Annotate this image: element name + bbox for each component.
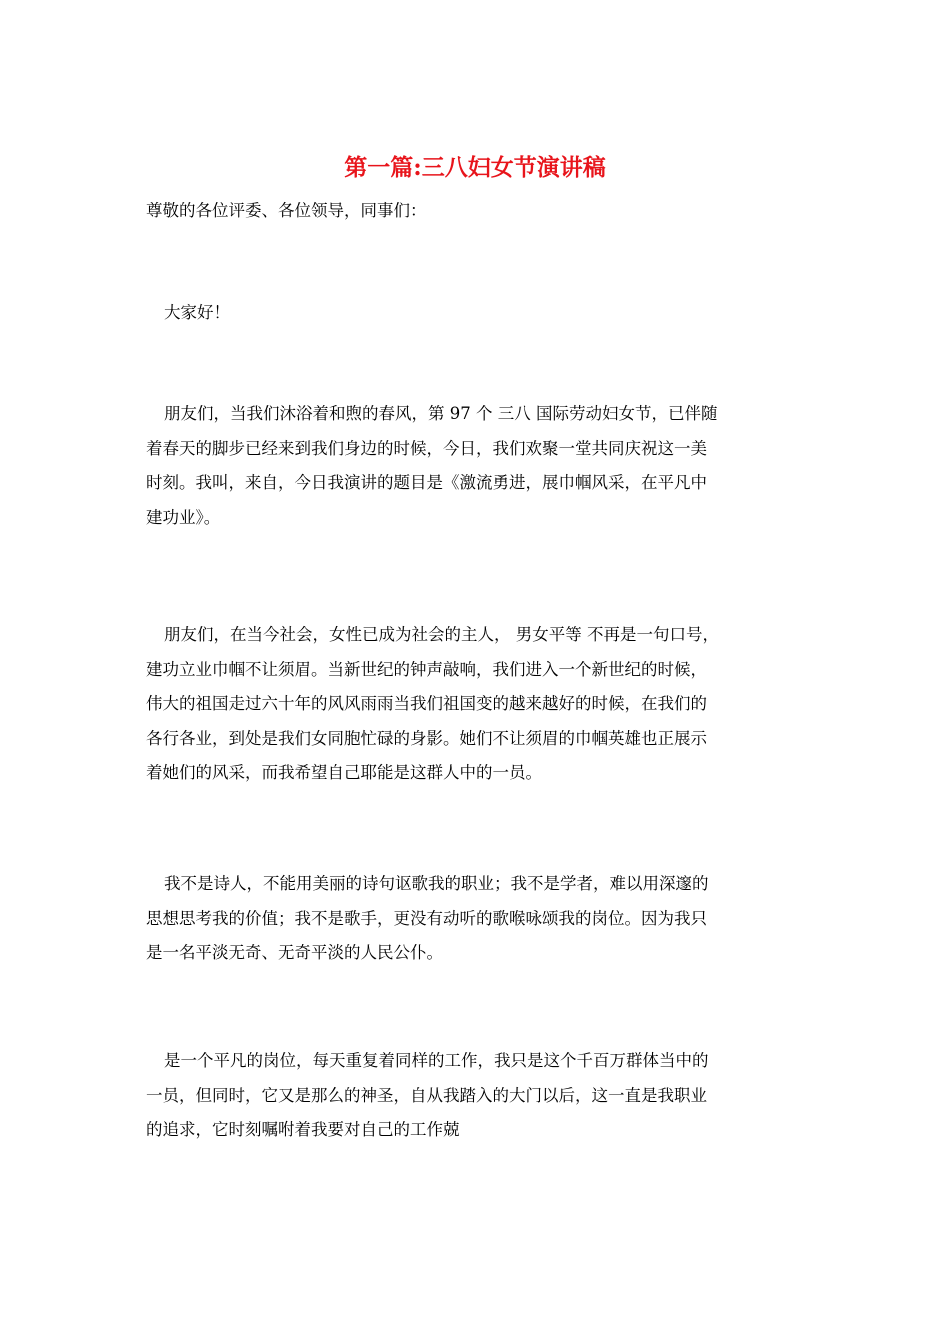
document-title: 第一篇:三八妇女节演讲稿 — [344, 154, 606, 181]
paragraph-line: 大家好！ — [164, 303, 230, 322]
paragraph-line: 各行各业，到处是我们女同胞忙碌的身影。她们不让须眉的巾帼英雄也正展示 — [146, 728, 707, 748]
paragraph-line: 建功业》。 — [146, 507, 221, 527]
paragraph-line: 朋友们，在当今社会，女性已成为社会的主人， 男女平等 不再是一句口号， — [164, 625, 719, 644]
paragraph-5 — [146, 1044, 816, 1148]
paragraph-4 — [146, 867, 816, 971]
paragraph-line: 建功立业巾帼不让须眉。当新世纪的钟声敲响，我们进入一个新世纪的时候， — [146, 659, 707, 679]
paragraph-line: 朋友们，当我们沐浴着和煦的春风，第 97 个 三八 国际劳动妇女节，已伴随 — [164, 404, 718, 423]
paragraph-line: 是一名平淡无奇、无奇平淡的人民公仆。 — [146, 943, 443, 962]
paragraph-line: 的追求，它时刻嘱咐着我要对自己的工作兢 — [146, 1120, 460, 1139]
greeting-line: 尊敬的各位评委、各位领导，同事们： — [146, 201, 427, 220]
paragraph-line: 思想思考我的价值；我不是歌手，更没有动听的歌喉咏颂我的岗位。因为我只 — [146, 908, 707, 928]
paragraph-line: 是一个平凡的岗位，每天重复着同样的工作，我只是这个千百万群体当中的 — [164, 1051, 709, 1070]
paragraph-2 — [146, 397, 816, 535]
paragraph-line: 着春天的脚步已经来到我们身边的时候，今日，我们欢聚一堂共同庆祝这一美 — [146, 438, 707, 458]
paragraph-3 — [146, 618, 816, 791]
paragraph-line: 一员，但同时，它又是那么的神圣，自从我踏入的大门以后，这一直是我职业 — [146, 1085, 707, 1105]
paragraph-line: 我不是诗人，不能用美丽的诗句讴歌我的职业；我不是学者，难以用深邃的 — [164, 874, 709, 893]
paragraph-line: 时刻。我叫，来自，今日我演讲的题目是《激流勇进，展巾帼风采，在平凡中 — [146, 473, 707, 492]
paragraph-1 — [146, 296, 816, 331]
paragraph-line: 着她们的风采，而我希望自己耶能是这群人中的一员。 — [146, 763, 542, 782]
paragraph-line: 伟大的祖国走过六十年的风风雨雨当我们祖国变的越来越好的时候，在我们的 — [146, 694, 707, 713]
